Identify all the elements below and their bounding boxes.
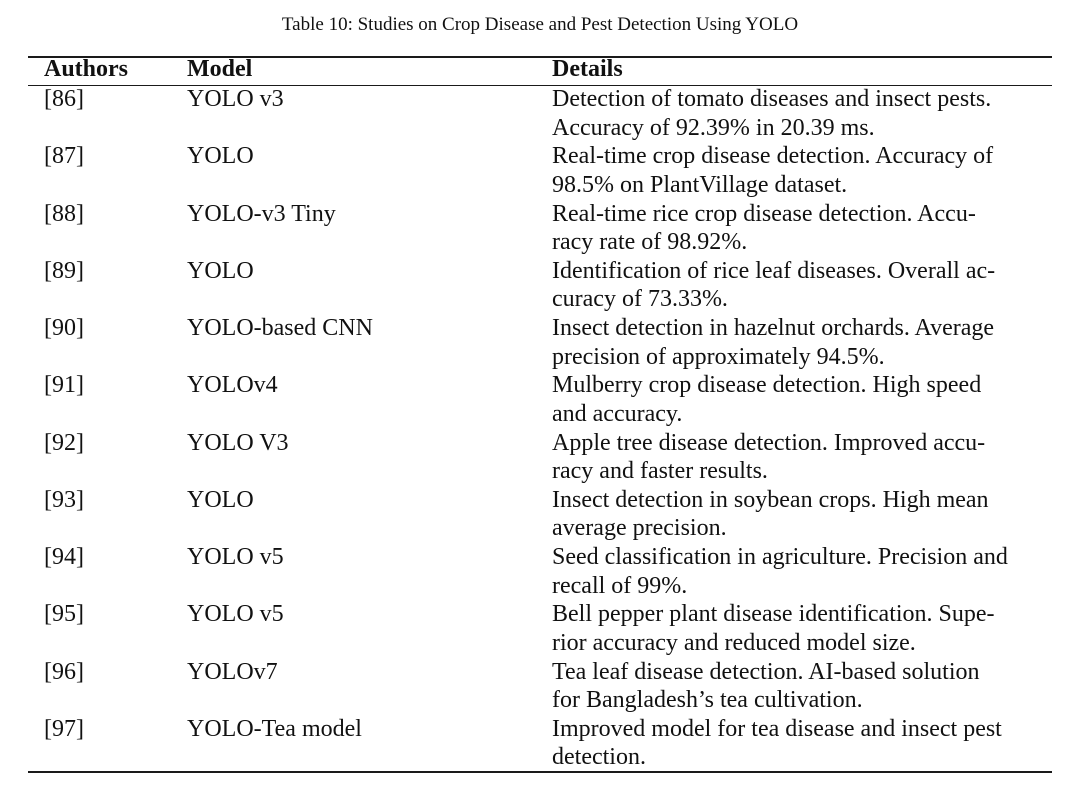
cell-ref: [94] — [44, 544, 84, 570]
cell-model: YOLO-based CNN — [187, 315, 373, 341]
details-line: recall of 99%. — [552, 572, 688, 599]
details-line: Seed classification in agriculture. Precision and — [552, 544, 1008, 570]
details-line: Bell pepper plant disease identification. Supe- — [552, 601, 995, 628]
cell-details — [552, 486, 1042, 543]
details-line: racy rate of 98.92%. — [552, 229, 748, 256]
cell-model: YOLOv4 — [187, 372, 278, 399]
cell-ref: [86] — [44, 86, 84, 112]
table-caption: Table 10: Studies on Crop Disease and Pest Detection Using YOLO — [281, 14, 799, 35]
details-line: Detection of tomato diseases and insect pests. — [552, 86, 992, 112]
table-header — [0, 55, 1080, 85]
cell-model: YOLO v3 — [187, 86, 284, 112]
table-row — [0, 257, 1080, 314]
cell-ref: [89] — [44, 257, 84, 284]
table-row — [0, 85, 1080, 142]
table-row — [0, 429, 1080, 486]
details-line: Real-time crop disease detection. Accuracy of — [552, 143, 994, 170]
cell-model: YOLO — [187, 486, 254, 513]
details-line: Identification of rice leaf diseases. Overall ac- — [552, 257, 996, 284]
table-row — [0, 600, 1080, 657]
cell-model: YOLO — [187, 257, 254, 284]
cell-details — [552, 257, 1042, 314]
cell-model: YOLO-Tea model — [187, 715, 362, 742]
details-line: Improved model for tea disease and insect pest — [552, 715, 1002, 742]
details-line: rior accuracy and reduced model size. — [552, 629, 916, 656]
details-line: Tea leaf disease detection. AI-based solution — [552, 658, 980, 685]
cell-details — [552, 429, 1042, 486]
details-line: racy and faster results. — [552, 458, 768, 485]
table-row — [0, 486, 1080, 543]
cell-model: YOLO-v3 Tiny — [187, 200, 336, 227]
table-row — [0, 543, 1080, 600]
cell-details — [552, 715, 1042, 772]
cell-ref: [90] — [44, 315, 84, 341]
table-body — [0, 85, 1080, 772]
details-line: for Bangladesh’s tea cultivation. — [552, 687, 863, 714]
cell-ref: [92] — [44, 429, 84, 456]
table-row — [0, 715, 1080, 772]
table-row — [0, 371, 1080, 428]
cell-ref: [96] — [44, 658, 84, 685]
cell-details — [552, 543, 1042, 600]
cell-model: YOLO — [187, 143, 254, 170]
cell-details — [552, 658, 1042, 715]
table-row — [0, 314, 1080, 371]
cell-ref: [91] — [44, 372, 84, 399]
details-line: Apple tree disease detection. Improved accu- — [552, 429, 986, 456]
cell-model: YOLO v5 — [187, 601, 284, 628]
details-line: curacy of 73.33%. — [552, 286, 728, 313]
details-line: precision of approximately 94.5%. — [552, 343, 885, 370]
cell-ref: [93] — [44, 486, 84, 513]
cell-details — [552, 600, 1042, 657]
bottom-rule — [28, 771, 1052, 773]
cell-ref: [88] — [44, 200, 84, 227]
details-line: Mulberry crop disease detection. High speed — [552, 372, 982, 399]
cell-model: YOLOv7 — [187, 658, 278, 685]
header-details: Details — [552, 56, 623, 82]
cell-details — [552, 142, 1042, 199]
details-line: Insect detection in hazelnut orchards. Average — [552, 315, 995, 341]
details-line: detection. — [552, 744, 646, 771]
cell-model: YOLO v5 — [187, 544, 284, 570]
cell-details — [552, 200, 1042, 257]
details-line: 98.5% on PlantVillage dataset. — [552, 171, 848, 198]
table-row — [0, 658, 1080, 715]
cell-ref: [87] — [44, 143, 84, 170]
cell-ref: [97] — [44, 715, 84, 742]
table-row — [0, 142, 1080, 199]
header-authors: Authors — [44, 56, 129, 82]
cell-model: YOLO V3 — [187, 429, 289, 456]
cell-ref: [95] — [44, 601, 84, 628]
cell-details — [552, 314, 1042, 371]
table-row — [0, 200, 1080, 257]
cell-details — [552, 85, 1042, 142]
details-line: Real-time rice crop disease detection. Accu- — [552, 200, 976, 227]
details-line: and accuracy. — [552, 400, 683, 427]
details-line: average precision. — [552, 515, 727, 542]
cell-details — [552, 371, 1042, 428]
header-model: Model — [187, 56, 253, 82]
details-line: Accuracy of 92.39% in 20.39 ms. — [552, 114, 875, 141]
details-line: Insect detection in soybean crops. High mean — [552, 486, 989, 513]
